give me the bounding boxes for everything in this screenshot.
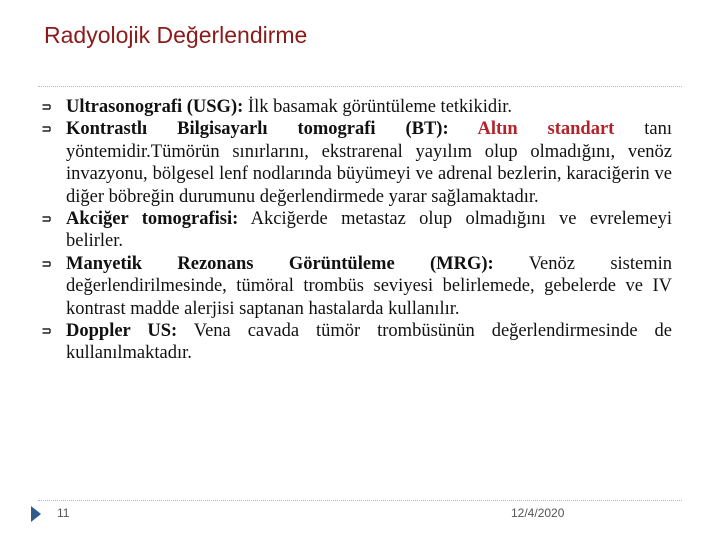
- item-heading: Akciğer tomografisi:: [66, 209, 239, 230]
- item-text: tanı yöntemidir.Tümörün sınırlarını, ekstrarenal yayılım olup olmadığını, venöz invazyonu, bölgesel lenf nodlarında büyümeyi ve adrenal bezlerin, karaciğerin ve diğer böbreğin durumunu değerlendirmede yarar sağlamaktadır.: [66, 119, 672, 207]
- checkbox-bullet-icon: [42, 328, 53, 334]
- checkbox-bullet-icon: [42, 104, 53, 110]
- list-item: [42, 320, 672, 365]
- page-number: 11: [57, 506, 70, 520]
- top-divider: [38, 86, 682, 87]
- slide-title: Radyolojik Değerlendirme: [44, 22, 308, 48]
- item-heading: Kontrastlı Bilgisayarlı tomografi (BT):: [66, 119, 449, 140]
- item-text: Venöz sistemin değerlendirilmesinde, tümöral trombüs seviyesi belirlemede, gebelerde ve IV kontrast madde alerjisi saptanan hastalarda kullanılır.: [66, 253, 672, 319]
- list-item: [42, 118, 672, 208]
- list-item: [42, 96, 672, 118]
- item-emphasis: Altın standart: [448, 119, 615, 140]
- slide-arrow-icon: [31, 506, 41, 522]
- item-heading: Ultrasonografi (USG):: [66, 97, 244, 117]
- item-text: İlk basamak görüntüleme tetkikidir.: [243, 97, 512, 117]
- checkbox-bullet-icon: [42, 126, 53, 132]
- list-item: [42, 253, 672, 320]
- item-text: Vena cavada tümör trombüsünün değerlendirmesinde de kullanılmaktadır.: [66, 321, 672, 364]
- bullet-list: [42, 96, 672, 365]
- checkbox-bullet-icon: [42, 261, 53, 267]
- slide-date: 12/4/2020: [511, 506, 565, 520]
- bottom-divider: [38, 500, 682, 501]
- list-item: [42, 208, 672, 253]
- checkbox-bullet-icon: [42, 216, 53, 222]
- item-text: Akciğerde metastaz olup olmadığını ve evrelemeyi belirler.: [66, 209, 672, 252]
- item-heading: Manyetik Rezonans Görüntüleme (MRG):: [66, 253, 494, 274]
- item-heading: Doppler US:: [66, 321, 178, 342]
